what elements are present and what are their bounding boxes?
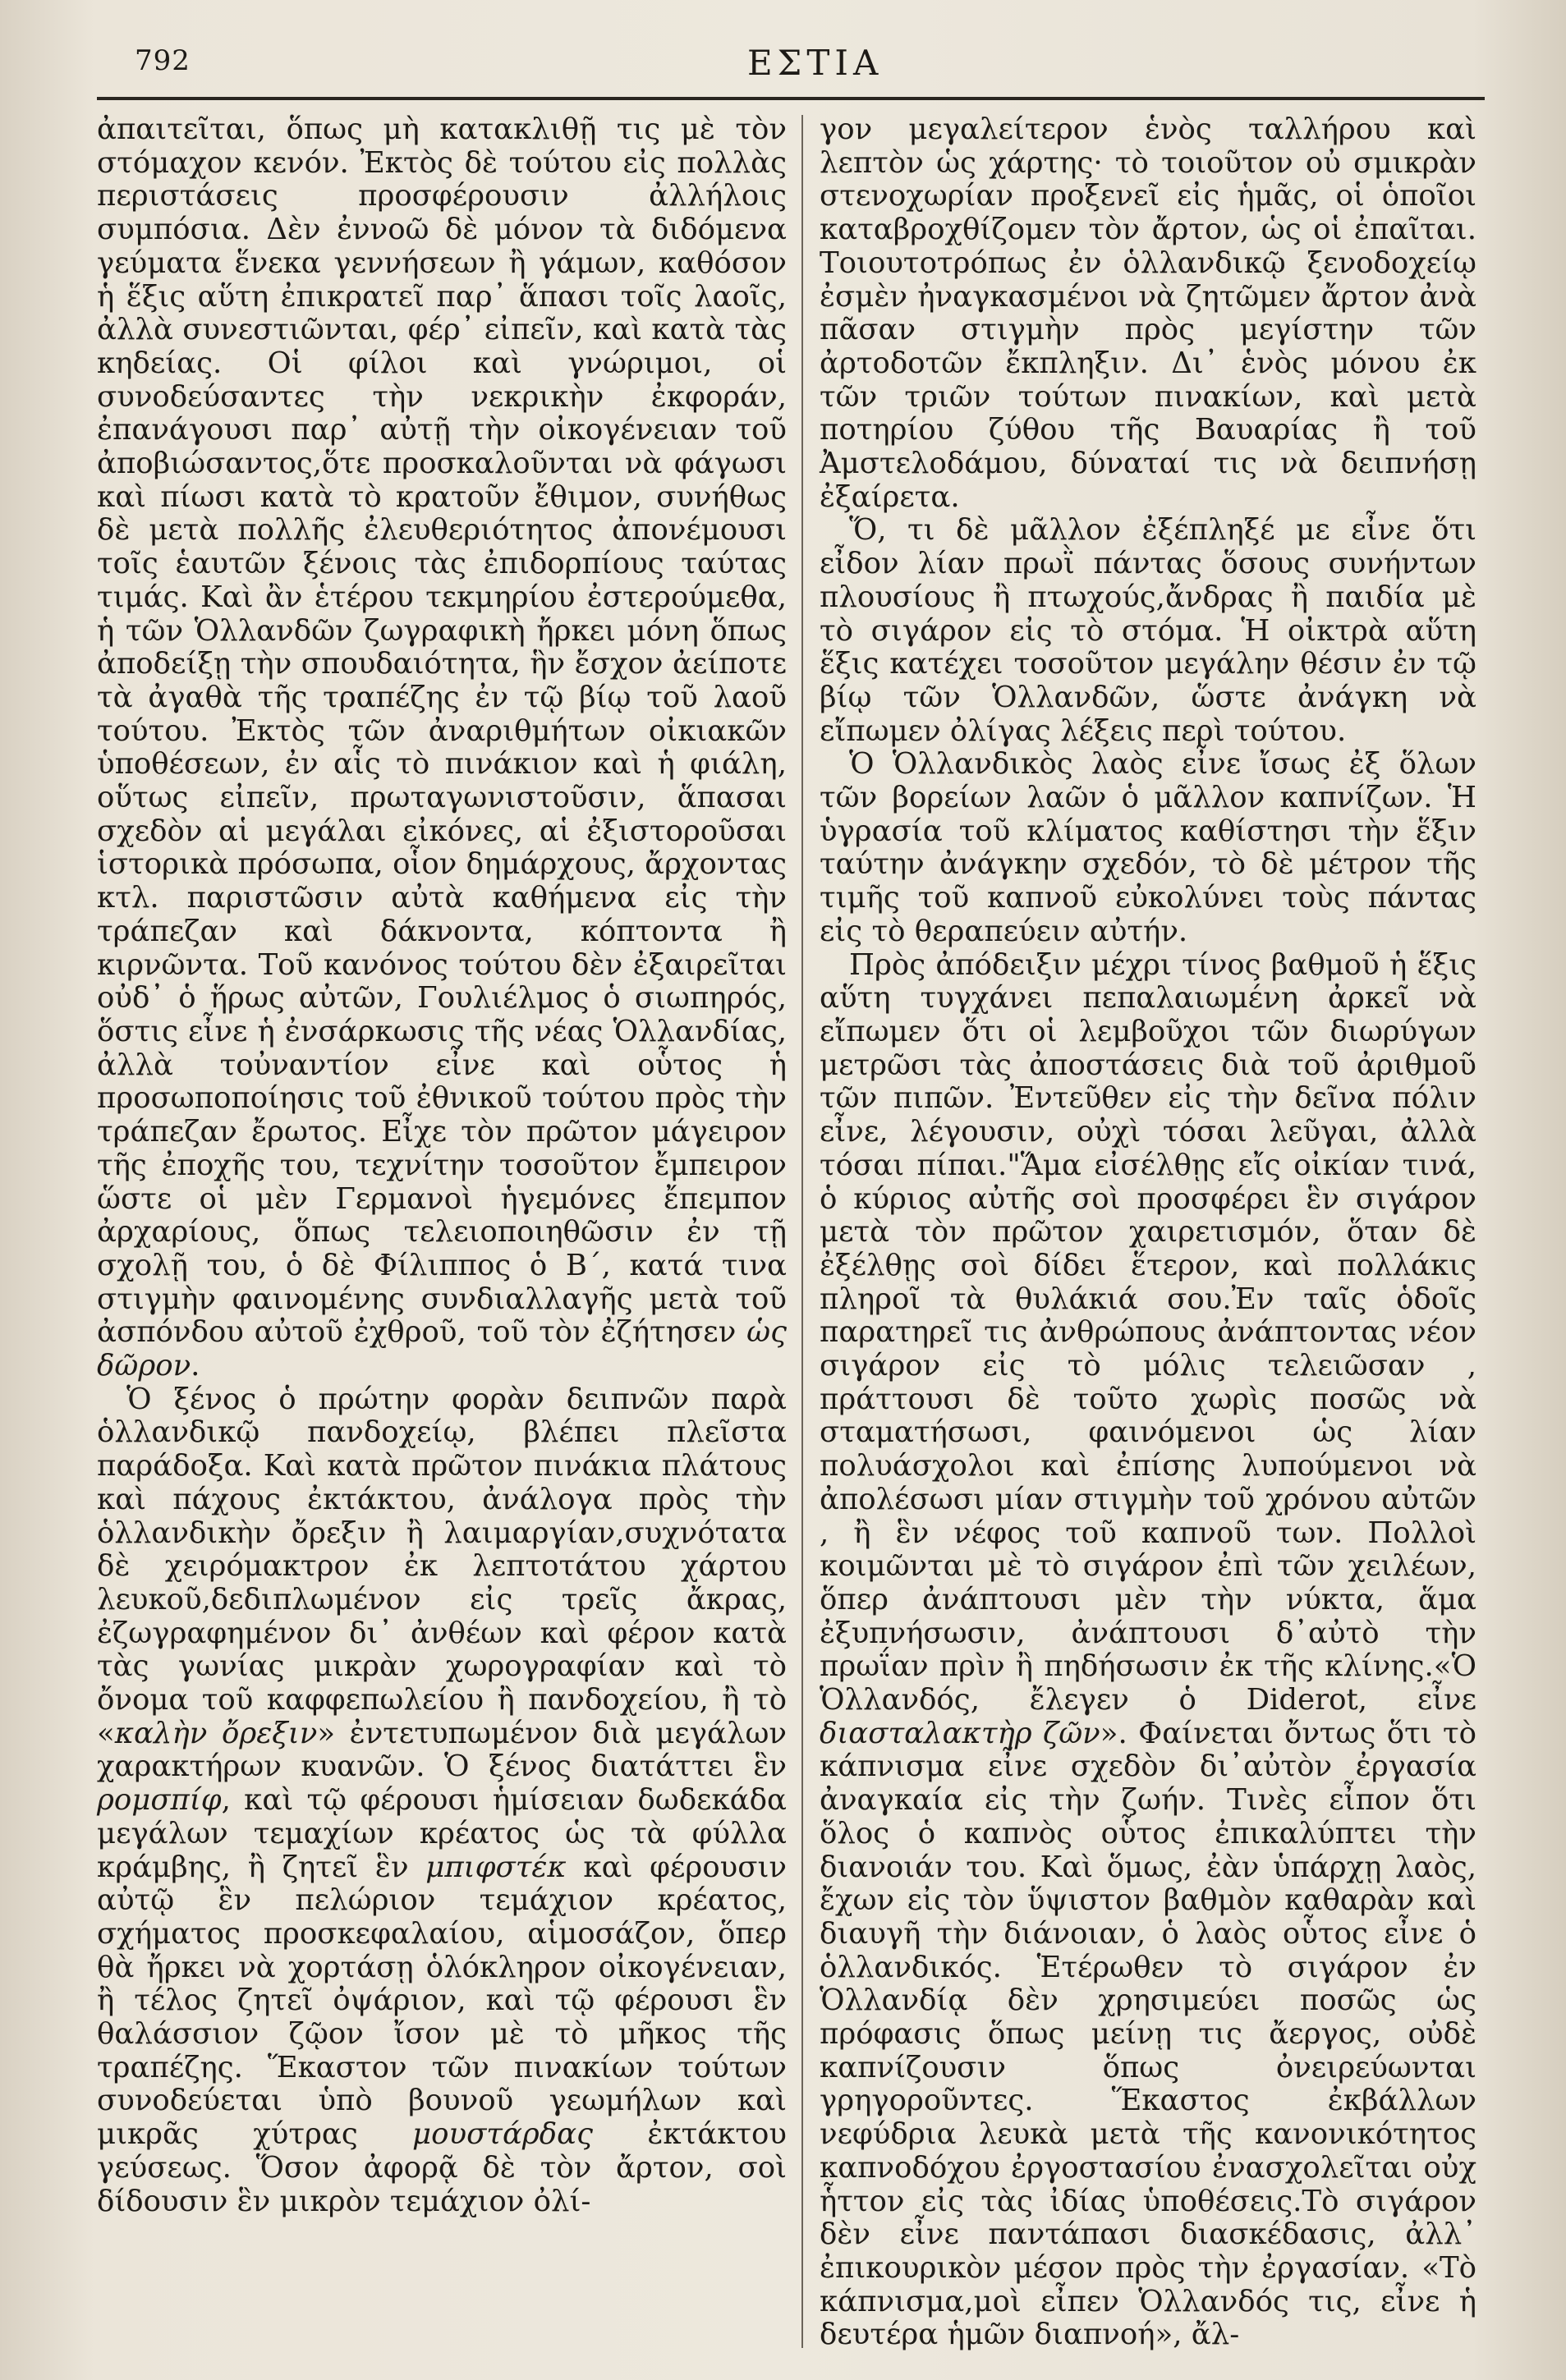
text-run: ». Φαίνεται ὄντως ὅτι τὸ κάπνισμα εἶνε σχεδὸν δι᾽αὐτὸν ἐργασία ἀναγκαία εἰς τὴν ζωήν. Τινὲς εἶπον ὅτι ὅλος ὁ καπνὸς οὗτος ἐπικαλύπτει τὴν διανοιάν του. Καὶ ὅμως, ἐὰν ὑπάρχῃ λαὸς, ἔχων εἰς τὸν ὕψιστον βαθμὸν καθαρὰν καὶ διαυγῆ τὴν διάνοιαν, ὁ λαὸς οὗτος εἶνε ὁ ὁλλανδικός. Ἑτέρωθεν τὸ σιγάρον ἐν Ὁλλανδίᾳ δὲν χρησιμεύει ποσῶς ὡς πρόφασις ὅπως μείνῃ τις ἄεργος, οὐδὲ καπνίζουσιν ὅπως ὀνειρεύωνται γρηγοροῦντες. Ἕκαστος ἐκβάλλων νεφύδρια λευκὰ μετὰ τῆς κανονικότητος καπνοδόχου ἐργοστασίου ἐνασχολεῖται οὐχ ἧττον εἰς τὰς ἰδίας ὑποθέσεις.Τὸ σιγάρον δὲν εἶνε παντάπασι διασκέδασις, ἀλλ᾽ ἐπικουρικὸν μέσον πρὸς τὴν ἐργασίαν. «Τὸ κάπνισμα,μοὶ εἶπεν Ὁλλανδός τις, εἶνε ἡ δευτέρα ἡμῶν διαπνοή», ἄλ- [820, 1716, 1476, 2352]
italic-text: καλὴν ὄρεξιν [114, 1716, 318, 1750]
running-head-title: ΕΣΤΙΑ [747, 43, 884, 83]
text-run: Ὅ, τι δὲ μᾶλλον ἐξέπληξέ με εἶνε ὅτι εἶδον λίαν πρωῒ πάντας ὅσους συνήντων πλουσίους ἢ πτωχούς,ἄνδρας ἢ παιδία μὲ τὸ σιγάρον εἰς τὸ στόμα. Ἡ οἰκτρὰ αὕτη ἕξις κατέχει τοσοῦτον μεγάλην θέσιν ἐν τῷ βίῳ τῶν Ὁλλανδῶν, ὥστε ἀνάγκη νὰ εἴπωμεν ὀλίγας λέξεις περὶ τούτου. [820, 513, 1476, 748]
text-run: γον μεγαλείτερον ἑνὸς ταλλήρου καὶ λεπτὸν ὡς χάρτης· τὸ τοιοῦτον οὐ σμικρὰν στενοχωρίαν προξενεῖ εἰς ἡμᾶς, οἱ ὁποῖοι καταβροχθίζομεν τὸν ἄρτον, ὡς οἱ ἐπαῖται. Τοιουτοτρόπως ἐν ὁλλανδικῷ ξενοδοχείῳ ἐσμὲν ἠναγκασμένοι νὰ ζητῶμεν ἄρτον ἀνὰ πᾶσαν στιγμὴν πρὸς μεγίστην τῶν ἀρτοδοτῶν ἔκπληξιν. Δι᾽ ἑνὸς μόνου ἐκ τῶν τριῶν τούτων πινακίων, καὶ μετὰ ποτηρίου ζύθου τῆς Βαυαρίας ἢ τοῦ Ἀμστελοδάμου, δύναταί τις νὰ δειπνήσῃ ἐξαίρετα. [820, 112, 1476, 514]
text-run: , εἶνε [1357, 1683, 1476, 1717]
header-rule [97, 97, 1485, 100]
article-paragraph [97, 113, 787, 1383]
text-run: . [191, 1349, 200, 1383]
left-text-column [97, 113, 787, 2218]
text-run: ἀπαιτεῖται, ὅπως μὴ κατακλιθῇ τις μὲ τὸν στόμαχον κενόν. Ἐκτὸς δὲ τούτου εἰς πολλὰς περιστάσεις προσφέρουσιν ἀλλήλοις συμπόσια. Δὲν ἐννοῶ δὲ μόνον τὰ διδόμενα γεύματα ἕνεκα γεννήσεων ἢ γάμων, καθόσον ἡ ἕξις αὕτη ἐπικρατεῖ παρ᾽ ἅπασι τοῖς λαοῖς, ἀλλὰ συνεστιῶνται, φέρ᾽ εἰπεῖν, καὶ κατὰ τὰς κηδείας. Οἱ φίλοι καὶ γνώριμοι, οἱ συνοδεύσαντες τὴν νεκρικὴν ἐκφοράν, ἐπανάγουσι παρ᾽ αὐτῇ τὴν οἰκογένειαν τοῦ ἀποβιώσαντος,ὅτε προσκαλοῦνται νὰ φάγωσι καὶ πίωσι κατὰ τὸ κρατοῦν ἔθιμον, συνήθως δὲ μετὰ πολλῆς ἐλευθεριότητος ἀπονέμουσι τοῖς ἑαυτῶν ξένοις τὰς ἐπιδορπίους ταύτας τιμάς. Καὶ ἂν ἑτέρου τεκμηρίου ἐστερούμεθα, ἡ τῶν Ὁλλανδῶν ζωγραφικὴ ἤρκει μόνη ὅπως ἀποδείξῃ τὴν σπουδαιότητα, ἣν ἔσχον ἀείποτε τὰ ἀγαθὰ τῆς τραπέζης ἐν τῷ βίῳ τοῦ λαοῦ τούτου. Ἐκτὸς τῶν ἀναριθμήτων οἰκιακῶν ὑποθέσεων, ἐν αἷς τὸ πινάκιον καὶ ἡ φιάλη, οὕτως εἰπεῖν, πρωταγωνιστοῦσιν, ἅπασαι σχεδὸν αἱ μεγάλαι εἰκόνες, αἱ ἐξιστοροῦσαι ἱστορικὰ πρόσωπα, οἷον δημάρχους, ἄρχοντας κτλ. παριστῶσιν αὐτὰ καθήμενα εἰς τὴν τράπεζαν καὶ δάκνοντα, κόπτοντα ἢ κιρνῶντα. Τοῦ κανόνος τούτου δὲν ἐξαιρεῖται οὐδ᾽ ὁ ἥρως αὐτῶν, Γουλιέλμος ὁ σιωπηρός, ὅστις εἶνε ἡ ἐνσάρκωσις τῆς νέας Ὁλλανδίας, ἀλλὰ τοὐναντίον εἶνε καὶ οὗτος ἡ προσωποποίησις τοῦ ἐθνικοῦ τούτου πρὸς τὴν τράπεζαν ἔρωτος. Εἶχε τὸν πρῶτον μάγειρον τῆς ἐποχῆς του, τεχνίτην τοσοῦτον ἔμπειρον ὥστε οἱ μὲν Γερμανοὶ ἡγεμόνες ἔπεμπον ἀρχαρίους, ὅπως τελειοποιηθῶσιν ἐν τῇ σχολῇ του, ὁ δὲ Φίλιππος ὁ Β΄, κατά τινα στιγμὴν φαινομένης συνδιαλλαγῆς μετὰ τοῦ ἀσπόνδου αὐτοῦ ἐχθροῦ, τοῦ τὸν ἐζήτησεν [97, 112, 787, 1350]
text-run: καὶ φέρουσιν αὐτῷ ἓν πελώριον τεμάχιον κρέατος, σχήματος προσκεφαλαίου, αἱμοσάζον, ὅπερ θὰ ἤρκει νὰ χορτάσῃ ὁλόκληρον οἰκογένειαν, ἢ τέλος ζητεῖ ὀψάριον, καὶ τῷ φέρουσι ἓν θαλάσσιον ζῷον ἴσον μὲ τὸ μῆκος τῆς τραπέζης. Ἕκαστον τῶν πινακίων τούτων συνοδεύεται ὑπὸ βουνοῦ γεωμήλων καὶ μικρᾶς χύτρας [97, 1850, 787, 2152]
italic-text: μουστάρδας [412, 2117, 594, 2152]
article-paragraph [820, 113, 1476, 514]
text-run: Πρὸς ἀπόδειξιν μέχρι τίνος βαθμοῦ ἡ ἕξις αὕτη τυγχάνει πεπαλαιωμένη ἀρκεῖ νὰ εἴπωμεν ὅτι οἱ λεμβοῦχοι τῶν διωρύγων μετρῶσι τὰς ἀποστάσεις διὰ τοῦ ἀριθμοῦ τῶν πιπῶν. Ἐντεῦθεν εἰς τὴν δεῖνα πόλιν εἶνε, λέγουσιν, οὐχὶ τόσαι λεῦγαι, ἀλλὰ τόσαι πίπαι."Ἅμα εἰσέλθῃς εἴς οἰκίαν τινά, ὁ κύριος αὐτῆς σοὶ προσφέρει ἓν σιγάρον μετὰ τὸν πρῶτον χαιρετισμόν, ὅταν δὲ ἐξέλθῃς σοὶ δίδει ἕτερον, καὶ πολλάκις πληροῖ τὰ θυλάκιά σου.Ἐν ταῖς ὁδοῖς παρατηρεῖ τις ἀνθρώπους ἀνάπτοντας νέον σιγάρον εἰς τὸ μόλις τελειῶσαν , πράττουσι δὲ τοῦτο χωρὶς ποσῶς νὰ σταματήσωσι, φαινόμενοι ὡς λίαν πολυάσχολοι καὶ ἐπίσης λυπούμενοι νὰ ἀπολέσωσι μίαν στιγμὴν τοῦ χρόνου αὐτῶν , ἢ ἓν νέφος τοῦ καπνοῦ των. Πολλοὶ κοιμῶνται μὲ τὸ σιγάρον ἐπὶ τῶν χειλέων, ὅπερ ἀνάπτουσι μὲν τὴν νύκτα, ἅμα ἐξυπνήσωσιν, ἀνάπτουσι δ᾽αὐτὸ τὴν πρωΐαν πρὶν ἢ πηδήσωσιν ἐκ τῆς κλίνης.«Ὁ Ὁλλανδός, ἔλεγεν ὁ [820, 947, 1476, 1717]
text-run: , καὶ τῷ φέρουσι ἡμίσειαν δωδεκάδα μεγάλων τεμαχίων κρέατος ὡς τὰ φύλλα κράμβης, ἢ ζητεῖ ἓν [97, 1783, 787, 1884]
article-paragraph [97, 1383, 787, 2219]
text-run: Diderot [1246, 1683, 1358, 1717]
article-paragraph [820, 748, 1476, 948]
column-divider [801, 115, 803, 2348]
italic-text: ρομσπίφ [97, 1783, 222, 1818]
right-text-column [820, 113, 1476, 2352]
italic-text: ὡς δῶρον [97, 1315, 787, 1383]
text-run: ἐκτάκτου γεύσεως. Ὅσον ἀφορᾷ δὲ τὸν ἄρτον, σοὶ δίδουσιν ἓν μικρὸν τεμάχιον ὀλί- [97, 2117, 787, 2218]
italic-text: μπιφστέκ [425, 1850, 567, 1884]
page-number: 792 [135, 44, 191, 77]
text-run: Ὁ ξένος ὁ πρώτην φορὰν δειπνῶν παρὰ ὁλλανδικῷ πανδοχείῳ, βλέπει πλεῖστα παράδοξα. Καὶ κατὰ πρῶτον πινάκια πλάτους καὶ πάχους ἐκτάκτου, ἀνάλογα πρὸς τὴν ὁλλανδικὴν ὄρεξιν ἢ λαιμαργίαν,συχνότατα δὲ χειρόμακτρον ἐκ λεπτοτάτου χάρτου λευκοῦ,δεδιπλωμένον εἰς τρεῖς ἄκρας, ἐζωγραφημένον δι᾽ ἀνθέων καὶ φέρον κατὰ τὰς γωνίας μικρὰν χωρογραφίαν καὶ τὸ ὄνομα τοῦ καφφεπωλείου ἢ πανδοχείου, ἢ τὸ « [97, 1382, 787, 1750]
text-run: Ὁ Ὁλλανδικὸς λαὸς εἶνε ἴσως ἐξ ὅλων τῶν βορείων λαῶν ὁ μᾶλλον καπνίζων. Ἡ ὑγρασία τοῦ κλίματος καθίστησι τὴν ἕξιν ταύτην ἀνάγκην σχεδόν, τὸ δὲ μέτρον τῆς τιμῆς τοῦ καπνοῦ εὐκολύνει τοὺς πάντας εἰς τὸ θεραπεύειν αὐτήν. [820, 747, 1476, 948]
page-header [123, 33, 1470, 90]
article-paragraph [820, 949, 1476, 2353]
text-run: » ἐντετυπωμένον διὰ μεγάλων χαρακτήρων κυανῶν. Ὁ ξένος διατάττει ἓν [97, 1716, 787, 1784]
article-paragraph [820, 514, 1476, 748]
italic-text: διασταλακτὴρ ζῶν [820, 1716, 1100, 1750]
